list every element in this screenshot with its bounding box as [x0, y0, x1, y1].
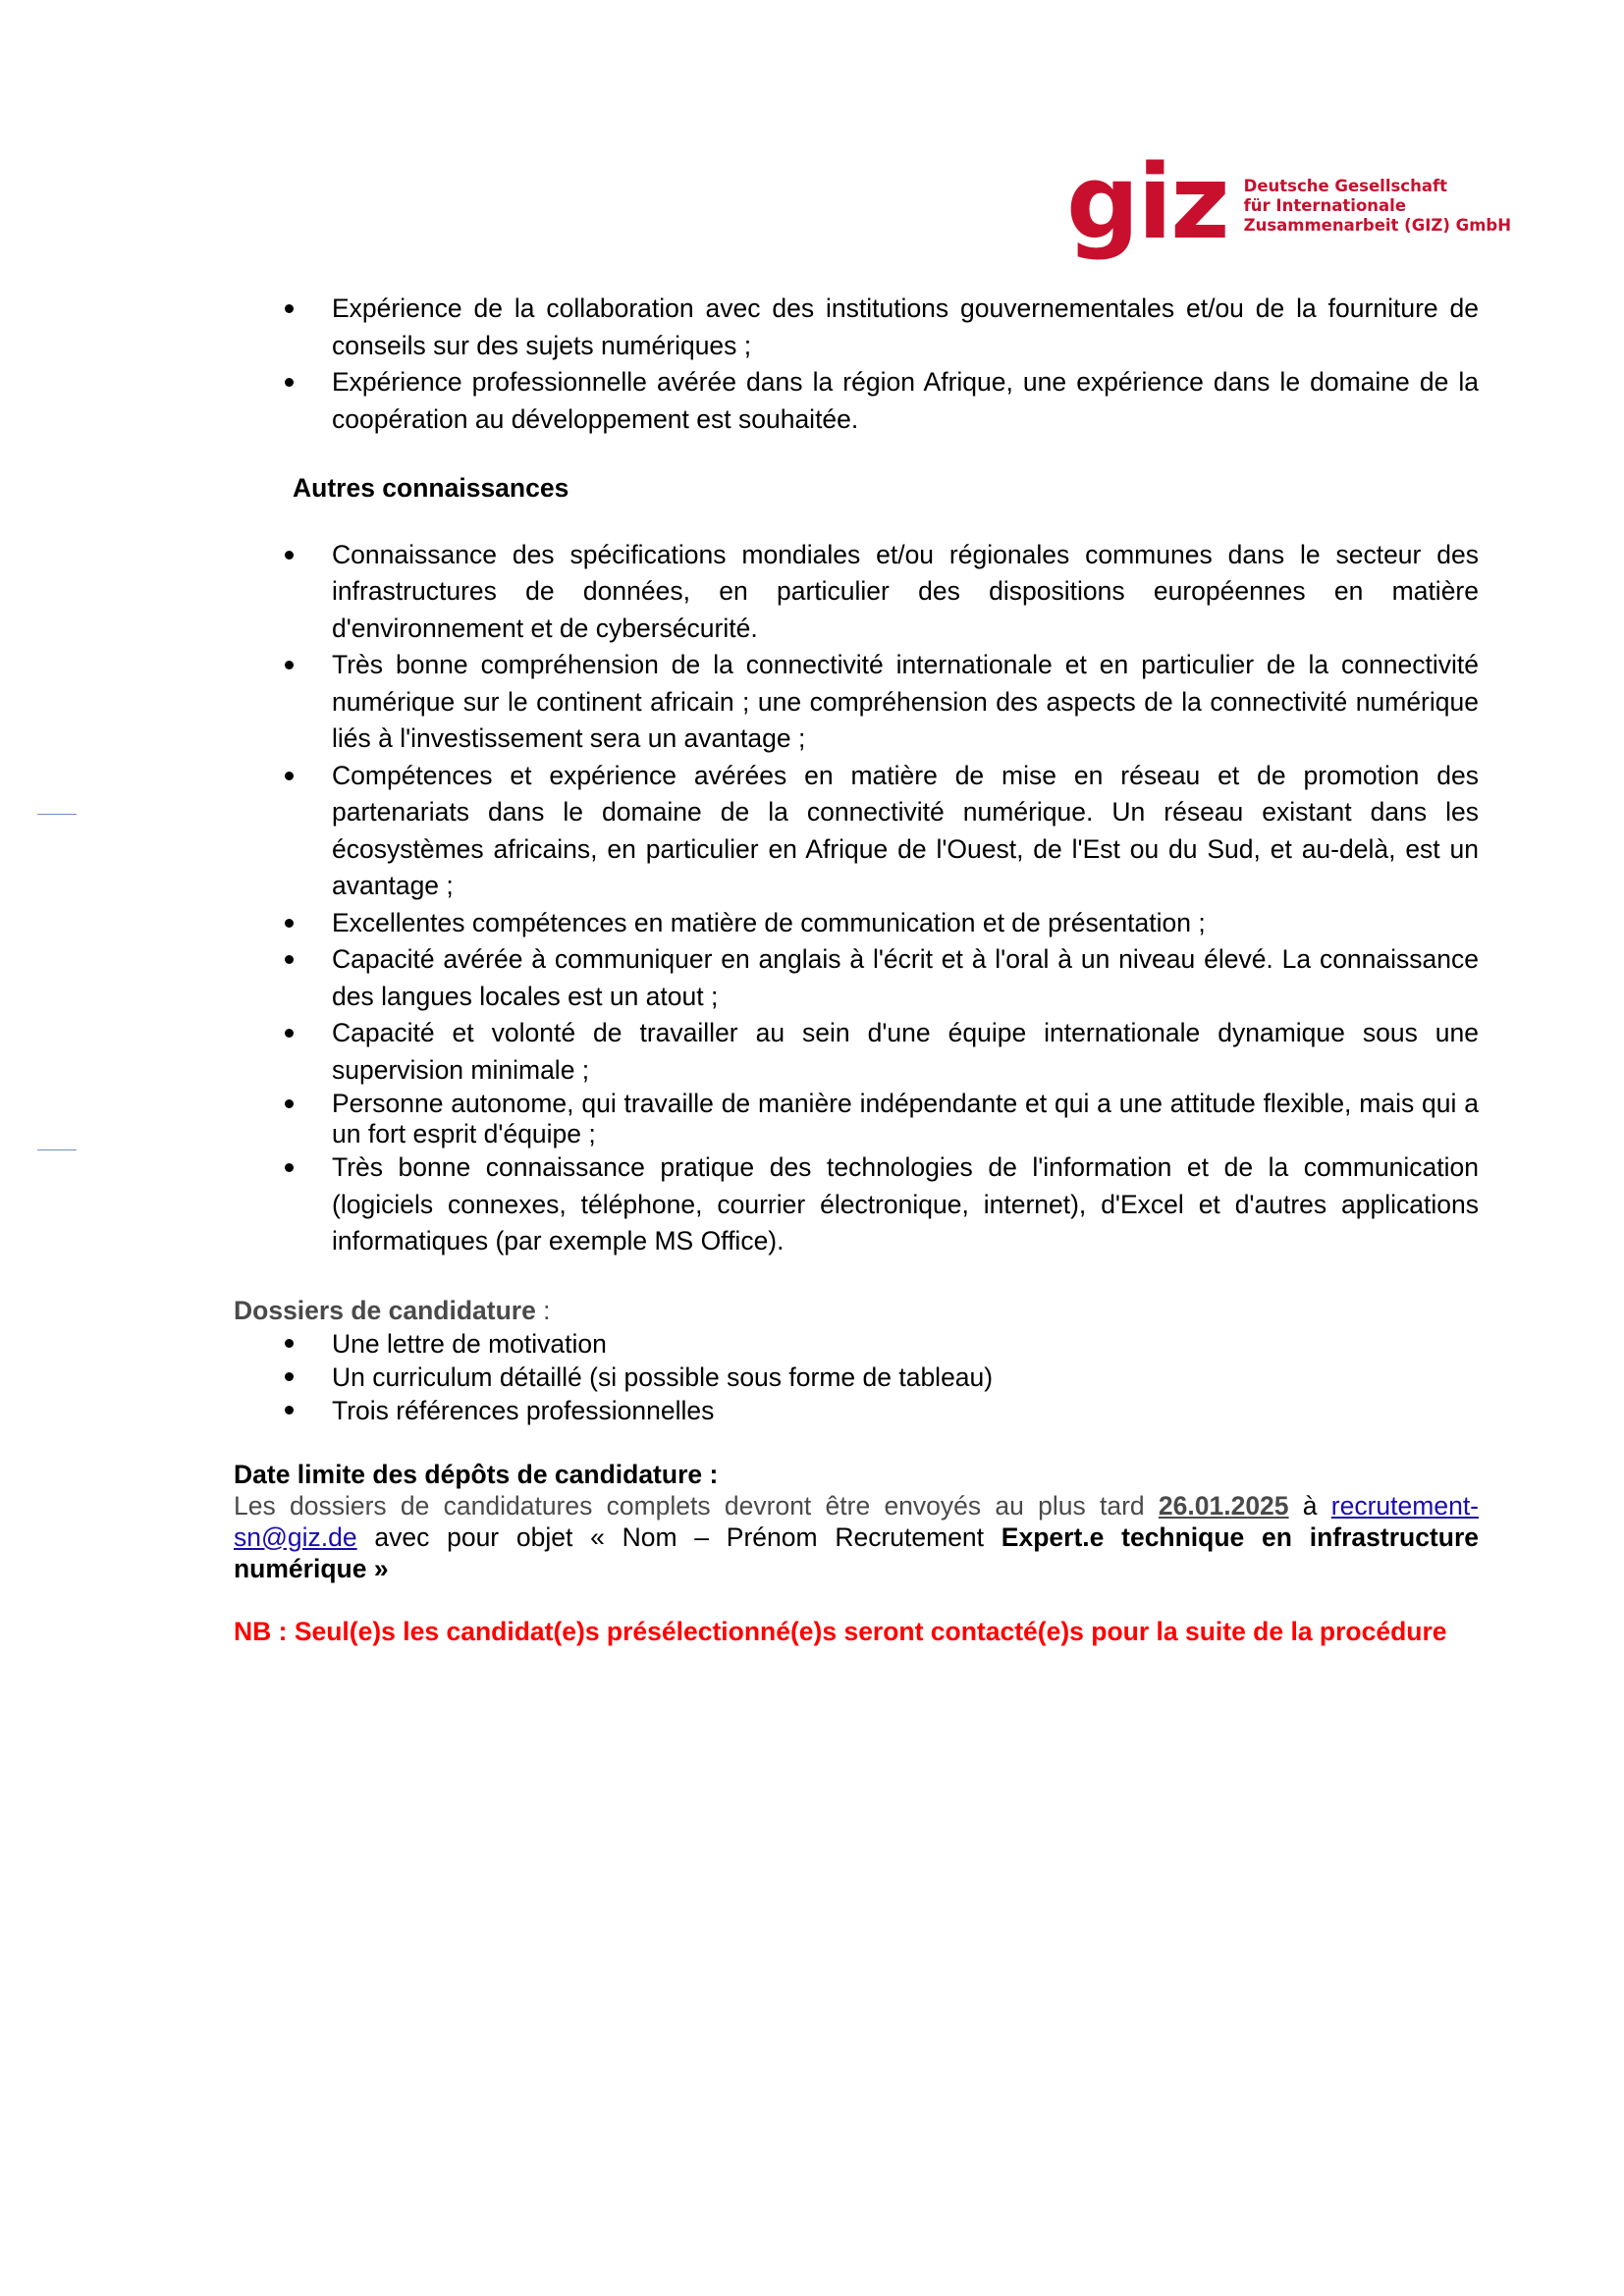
giz-logo-line-3: Zusammenarbeit (GIZ) GmbH — [1243, 216, 1512, 235]
list-item: Capacité avérée à communiquer en anglais à l'écrit et à l'oral à un niveau élevé. La connaissance des langues locales est un atout ; — [234, 941, 1479, 1015]
dossiers-heading — [234, 1294, 1479, 1327]
dossiers-list — [234, 1327, 1479, 1427]
bullet-icon — [285, 772, 294, 780]
bullet-icon — [285, 378, 294, 387]
list-item: Compétences et expérience avérées en matière de mise en réseau et de promotion des partenariats dans le domaine de la connectivité numérique. Un réseau existant dans les écosystèmes africains, en particulier en Afrique de l'Ouest, de l'Est ou du Sud, et au-delà, est un avantage ; — [234, 758, 1479, 905]
bullet-icon — [285, 1339, 294, 1348]
list-item: Connaissance des spécifications mondiales et/ou régionales communes dans le secteur des infrastructures de données, en particulier des dispositions européennes en matière d'environnement et de cybersécurité. — [234, 537, 1479, 648]
nb-notice: NB : Seul(e)s les candidat(e)s présélectionné(e)s seront contacté(e)s pour la suite de la procédure — [234, 1616, 1447, 1646]
margin-mark — [37, 814, 77, 815]
subject-title: Expert.e technique en infrastructure numérique » — [234, 1522, 1479, 1583]
bullet-icon — [285, 1163, 294, 1172]
list-item: Excellentes compétences en matière de communication et de présentation ; — [234, 905, 1479, 942]
list-item: Expérience de la collaboration avec des institutions gouvernementales et/ou de la fourniture de conseils sur des sujets numériques ; — [234, 291, 1479, 364]
giz-logo-line-2: für Internationale — [1243, 196, 1407, 215]
bullet-icon — [285, 304, 294, 313]
deadline-date: 26.01.2025 — [1158, 1490, 1289, 1521]
giz-logo — [1066, 142, 1512, 263]
document-body — [234, 291, 1479, 1648]
deadline-text: Les dossiers de candidatures complets devront être envoyés au plus tard 26.01.2025 à recrutement-sn@giz.de avec pour objet « Nom – Prénom Recrutement Expert.e technique en infrastructure numérique » — [234, 1490, 1480, 1583]
list-item: Très bonne compréhension de la connectivité internationale et en particulier de la connectivité numérique sur le continent africain ; une compréhension des aspects de la connectivité numérique liés à l'investissement sera un avantage ; — [234, 647, 1479, 758]
deadline-section — [234, 1459, 1479, 1584]
list-item: Un curriculum détaillé (si possible sous forme de tableau) — [234, 1361, 1479, 1394]
list-item: Capacité et volonté de travailler au sein d'une équipe internationale dynamique sous une supervision minimale ; — [234, 1015, 1479, 1089]
bullet-icon — [285, 1372, 294, 1381]
other-knowledge-list — [234, 537, 1479, 1260]
bullet-icon — [285, 1406, 294, 1415]
bullet-icon — [285, 1099, 294, 1108]
margin-mark — [37, 1149, 77, 1150]
giz-logo-text — [1244, 177, 1511, 236]
list-item: Trois références professionnelles — [234, 1394, 1479, 1427]
list-item: Une lettre de motivation — [234, 1327, 1479, 1361]
bullet-icon — [285, 1029, 294, 1038]
dossiers-title: Dossiers de candidature — [234, 1295, 536, 1325]
list-item: Expérience professionnelle avérée dans la région Afrique, une expérience dans le domaine de la coopération au développement est souhaitée. — [234, 364, 1479, 438]
deadline-title: Date limite des dépôts de candidature : — [234, 1459, 719, 1489]
giz-logo-mark: giz — [1066, 142, 1228, 262]
email-link[interactable]: recrutement-sn@giz.de — [234, 1490, 1480, 1552]
section-title-other-knowledge: Autres connaissances — [293, 473, 569, 503]
bullet-icon — [285, 661, 294, 669]
dossiers-suffix: : — [535, 1295, 551, 1325]
bullet-icon — [285, 919, 294, 928]
experience-list — [234, 291, 1479, 438]
list-item: Personne autonome, qui travaille de manière indépendante et qui a une attitude flexible, mais qui a un fort esprit d'équipe ; — [234, 1089, 1479, 1149]
bullet-icon — [285, 955, 294, 964]
list-item: Très bonne connaissance pratique des technologies de l'information et de la communication (logiciels connexes, téléphone, courrier électronique, internet), d'Excel et d'autres applications informatiques (par exemple MS Office). — [234, 1149, 1479, 1260]
bullet-icon — [285, 551, 294, 560]
giz-logo-line-1: Deutsche Gesellschaft — [1243, 177, 1448, 195]
